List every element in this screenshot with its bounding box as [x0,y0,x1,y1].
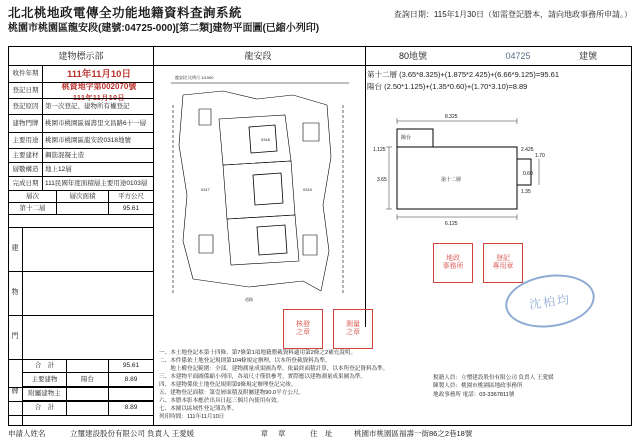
table-row [9,177,153,191]
svg-text:1.70: 1.70 [535,153,545,159]
right-header-row [153,47,631,66]
table-row [9,163,153,177]
svg-text:3.65: 3.65 [377,177,387,183]
row-value: 鋼筋混凝土造 [45,151,84,159]
address-label: 住 址 [310,428,333,438]
vertical-label-char: 門 [11,333,20,340]
table-cell: 主要建物 [23,373,67,387]
table-cell [109,387,153,401]
page-subtitle: 桃園市桃園區龍安段(建號:04725-000)[第二類]建物平面圖(已縮小列印) [8,23,320,34]
table-cell: 第十二層 [9,203,57,215]
svg-text:陽台: 陽台 [401,135,412,141]
svg-text:0318: 0318 [261,137,270,142]
svg-text:道路: 道路 [245,297,253,302]
signature-line: 稅籍人員：立璽建設股份有限公司 負責人 王愛媛 [433,374,554,381]
left-panel [9,47,153,425]
row-value [43,65,153,82]
svg-text:龍安段 比例尺 1/1000: 龍安段 比例尺 1/1000 [175,75,214,80]
svg-text:第十二層: 第十二層 [441,177,462,183]
building-label: 建號 [578,51,597,61]
note-line: 列印時間：111年11月10日 [159,414,225,420]
address-value: 桃園市桃園區福壽一街86之2巷18號 [354,428,473,438]
signature-line: 陳製人員：桃園市桃園區地政事務所 [433,383,523,389]
row-key: 登記日期 [9,83,43,98]
table-cell: 陽台 [67,373,109,387]
table-row [9,99,153,115]
col-header: 合 計 [23,359,67,373]
official-seal-3: 核發 之章 [283,309,323,349]
row-key: 登記原因 [9,99,43,114]
signature-line: 地政事務所 電話：03-3367811號 [433,391,515,398]
table-cell [67,359,109,373]
row-key: 建物門牌 [9,115,43,132]
main-frame [8,46,632,426]
svg-text:1.35: 1.35 [521,189,531,195]
note-line: 五、建物登記面積：第壹層面積及附屬建物90.0平方公尺。 [159,390,305,396]
area-formula-block [367,69,617,93]
col-header: 層次 [9,191,57,203]
row-key: 層數構造 [9,163,43,176]
table-cell: 95.61 [109,359,153,373]
seal-placeholder: 章 章 [260,428,290,438]
row-key: 完成日期 [9,177,43,190]
table-cell: 8.89 [109,373,153,387]
floor-area-table [9,191,153,227]
table-cell [67,387,109,401]
note-line: 地上權登記範圍：全部。建物測量成果圖為準。依最終面積計算，以本所登記資料為準。 [159,366,389,372]
left-panel-title: 建物標示部 [9,47,153,66]
area-line-floor: 第十二層 (3.65*8.325)+(1.875*2.425)+(6.66*9.125)=95.61 [367,70,560,79]
vertical-label-char: 牌 [11,388,20,395]
page-title: 北北桃地政電傳全功能地籍資料查詢系統 [8,6,243,20]
row-value: 地上12層 [45,165,72,173]
area-line-balcony: 陽台 (2.50*1.125)+(1.35*0.60)+(1.70*3.10)=8.89 [367,82,528,91]
note-line: 七、本圖以區域性登記簿為準。 [159,406,238,412]
svg-text:0.60: 0.60 [523,171,533,177]
row-value: 桃園市桃園區龍安段0318地號 [45,136,131,144]
svg-text:1.125: 1.125 [373,147,386,153]
col-header: 平方公尺 [109,191,153,203]
section-title: 龍安段 [244,51,272,61]
table-row [9,133,153,149]
table-row [9,149,153,163]
note-line: 四、本建物係依土地登記規則第9條規定辦理登記完竣。 [159,382,297,388]
table-row [9,115,153,133]
vertical-label-char: 物 [11,289,20,296]
notes-block [159,349,459,421]
table-row [9,83,153,99]
floor-plan-svg [371,107,561,227]
svg-text:2.425: 2.425 [521,147,534,153]
table-row [9,65,153,83]
footer-row [8,426,630,440]
row-value [43,83,153,98]
official-seal-1: 地政 事務所 [433,243,473,283]
lot-number: 04725 [505,51,531,61]
vertical-label-char: 建 [11,245,20,252]
stamp-line-3: 111年11月10日 [72,95,126,102]
applicant-value: 立璽建設股份有限公司 負責人 王愛媛 [70,428,195,438]
table-cell: 附屬建物主 [23,387,67,401]
official-seal-2: 登記 專用章 [483,243,523,283]
svg-text:0317: 0317 [201,187,210,192]
note-line: 一、本土地登記本第十四條、第7條第1項地籍謄載資料適用第2條之2補充說明。 [159,350,357,356]
document-header [8,6,632,36]
table-cell [67,401,109,415]
note-line: 六、本謄本影本應於出具日起三個月內使用有效。 [159,398,283,404]
applicant-label: 申請人姓名 [8,428,46,438]
col-header: 層次面積 [57,191,109,203]
stamp-line-1: 111年11月10日 [67,69,131,80]
table-cell: 8.89 [124,404,138,412]
row-value: 桃園市桃園區福壽里文昌路6十一層 [45,119,147,127]
row-key: 主要用途 [9,133,43,148]
svg-text:8.325: 8.325 [445,114,458,120]
table-cell [57,203,109,215]
blue-oval-seal: 沈柏均 [502,269,598,333]
row-key: 主要建材 [9,149,43,162]
note-line: 三、本建物平面圖係縮小列印，各項尺寸僅供參考，實際應以建物測量成果圖為準。 [159,374,366,380]
row-value: 111民國年度面積層主要用途0103層 [45,179,148,187]
signature-block [433,374,623,400]
row-key: 收件年期 [9,65,43,82]
vertical-label-wu [9,271,23,315]
lot-label: 80地號 [398,51,427,61]
table-cell: 95.61 [109,203,153,215]
official-seal-4: 測量 之章 [333,309,373,349]
svg-text:6.125: 6.125 [445,221,458,227]
cadastral-map [153,65,366,327]
svg-text:0319: 0319 [303,187,312,192]
vertical-label-jian [9,227,23,271]
floor-plan-drawing [371,107,561,227]
map-svg [153,65,365,327]
table-cell: 合 計 [23,401,67,415]
vertical-label-men [9,315,23,359]
stamp-line-2: 桃資地字第002070號 [61,82,137,91]
query-date-note: 查詢日期：115年1月30日（如需登記謄本，請向地政事務所申請。） [393,10,632,19]
note-line: 二、本件係依土地登記規則第104條規定辦理，以本所登載資料為準。 [159,358,331,364]
row-value: 第一次登記、建物所有權登記 [45,102,130,110]
